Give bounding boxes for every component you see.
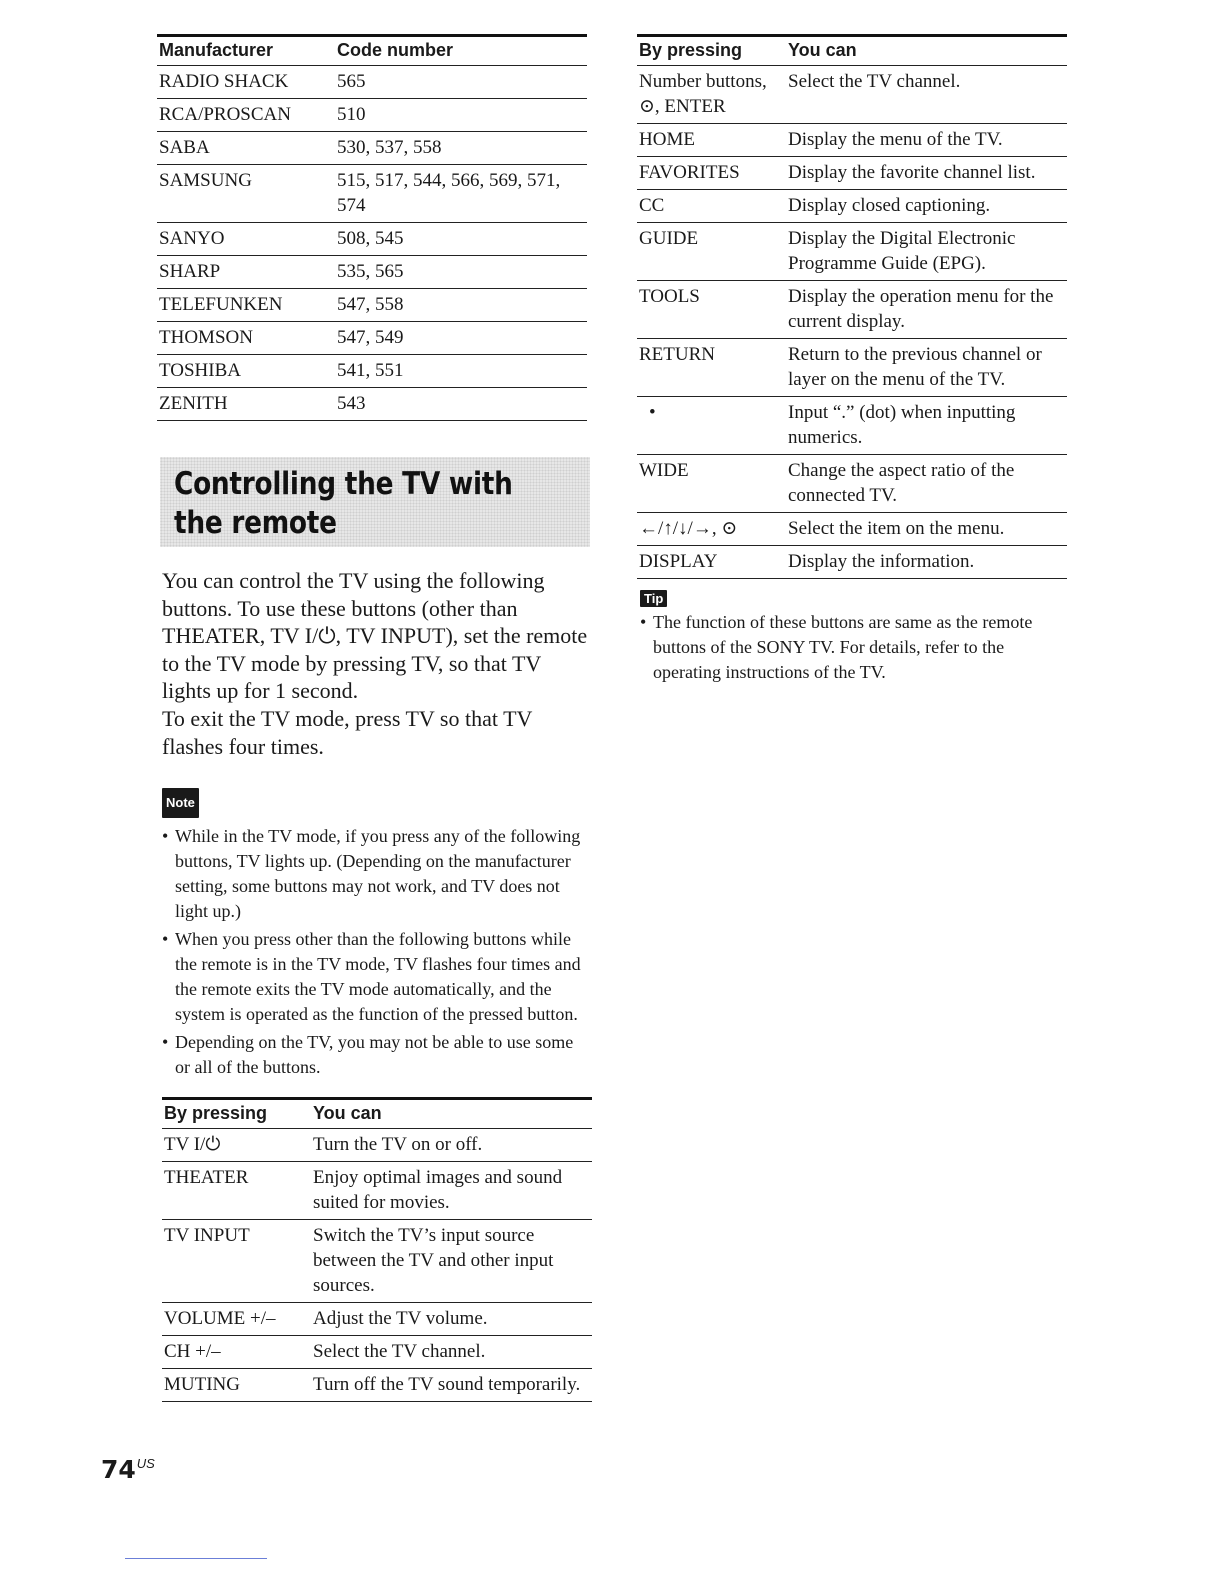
button-function: Select the item on the menu. xyxy=(786,513,1067,546)
table-row xyxy=(637,223,1067,281)
manufacturer-name: RADIO SHACK xyxy=(157,66,335,99)
button-function: Display the operation menu for the current display. xyxy=(786,281,1067,339)
button-function: Display the Digital Electronic Programme Guide (EPG). xyxy=(786,223,1067,281)
column-header-manufacturer: Manufacturer xyxy=(157,36,335,66)
manufacturer-name: TOSHIBA xyxy=(157,355,335,388)
table-row xyxy=(637,397,1067,455)
manufacturer-name: SAMSUNG xyxy=(157,165,335,223)
intro-block xyxy=(162,567,592,1083)
column-header-you-can: You can xyxy=(311,1099,592,1129)
note-item: • When you press other than the following buttons while the remote is in the TV mode, TV flashes four times and the remote exits the TV mode automatically, and the system is operated as the function of the pressed button. xyxy=(162,927,592,1027)
button-name: TV I/⏻ xyxy=(162,1129,311,1162)
button-name: • xyxy=(637,397,786,455)
code-number: 547, 558 xyxy=(335,289,587,322)
code-number: 565 xyxy=(335,66,587,99)
intro-paragraph: You can control the TV using the following buttons. To use these buttons (other than THEATER, TV I/⏻, TV INPUT), set the remote to the TV mode by pressing TV, so that TV lights up for 1 second. xyxy=(162,568,588,704)
button-function: Adjust the TV volume. xyxy=(311,1303,592,1336)
code-number: 543 xyxy=(335,388,587,421)
table-row xyxy=(637,124,1067,157)
section-banner xyxy=(160,457,590,547)
column-header-you-can: You can xyxy=(786,36,1067,66)
intro-paragraph: To exit the TV mode, press TV so that TV flashes four times. xyxy=(162,705,533,759)
manufacturer-name: TELEFUNKEN xyxy=(157,289,335,322)
column-header-code-number: Code number xyxy=(335,36,587,66)
table-row xyxy=(157,256,587,289)
manufacturer-name: ZENITH xyxy=(157,388,335,421)
button-name: THEATER xyxy=(162,1162,311,1220)
code-number: 508, 545 xyxy=(335,223,587,256)
manufacturer-name: THOMSON xyxy=(157,322,335,355)
button-function: Input “.” (dot) when inputting numerics. xyxy=(786,397,1067,455)
table-row xyxy=(157,322,587,355)
button-name: TOOLS xyxy=(637,281,786,339)
button-function: Turn off the TV sound temporarily. xyxy=(311,1369,592,1402)
note-item: • While in the TV mode, if you press any of the following buttons, TV lights up. (Depending on the manufacturer setting, some buttons may not work, and TV does not light up.) xyxy=(162,824,592,924)
button-function: Display the information. xyxy=(786,546,1067,579)
button-name: ←/↑/↓/→, ⊙ xyxy=(637,513,786,546)
column-header-by-pressing: By pressing xyxy=(637,36,786,66)
column-header-by-pressing: By pressing xyxy=(162,1099,311,1129)
code-number: 535, 565 xyxy=(335,256,587,289)
code-number: 541, 551 xyxy=(335,355,587,388)
table-row xyxy=(157,355,587,388)
tip-item: • The function of these buttons are same as the remote buttons of the SONY TV. For details, refer to the operating instructions of the TV. xyxy=(640,610,1070,685)
page-number-value: 74 xyxy=(101,1455,136,1484)
table-row xyxy=(162,1336,592,1369)
table-row xyxy=(637,546,1067,579)
code-number: 547, 549 xyxy=(335,322,587,355)
button-function: Display the favorite channel list. xyxy=(786,157,1067,190)
button-function: Select the TV channel. xyxy=(311,1336,592,1369)
button-function: Display the menu of the TV. xyxy=(786,124,1067,157)
table-row xyxy=(157,165,587,223)
table-row xyxy=(162,1220,592,1303)
manufacturer-name: RCA/PROSCAN xyxy=(157,99,335,132)
button-function: Change the aspect ratio of the connected TV. xyxy=(786,455,1067,513)
table-row xyxy=(162,1369,592,1402)
button-name: DISPLAY xyxy=(637,546,786,579)
button-function: Enjoy optimal images and sound suited for movies. xyxy=(311,1162,592,1220)
page-number-suffix: US xyxy=(136,1456,155,1471)
table-row xyxy=(637,190,1067,223)
tip-list xyxy=(640,610,1070,685)
tv-buttons-table-right-wrap xyxy=(637,34,1067,579)
manufacturer-name: SANYO xyxy=(157,223,335,256)
tip-block xyxy=(640,590,1070,688)
tv-buttons-table-right xyxy=(637,34,1067,579)
manufacturer-name: SABA xyxy=(157,132,335,165)
table-row xyxy=(157,289,587,322)
table-row xyxy=(637,66,1067,124)
table-row xyxy=(162,1129,592,1162)
table-row xyxy=(162,1303,592,1336)
table-row xyxy=(162,1162,592,1220)
code-number: 510 xyxy=(335,99,587,132)
table-header-row xyxy=(637,36,1067,66)
note-block xyxy=(162,786,592,1080)
button-name: GUIDE xyxy=(637,223,786,281)
table-header-row xyxy=(157,36,587,66)
table-row xyxy=(157,223,587,256)
button-function: Turn the TV on or off. xyxy=(311,1129,592,1162)
page-number xyxy=(101,1455,155,1484)
button-function: Return to the previous channel or layer on the menu of the TV. xyxy=(786,339,1067,397)
table-row xyxy=(637,339,1067,397)
button-name: MUTING xyxy=(162,1369,311,1402)
code-number: 515, 517, 544, 566, 569, 571, 574 xyxy=(335,165,587,223)
note-list xyxy=(162,824,592,1080)
section-title: Controlling the TV with the remote xyxy=(174,466,513,541)
table-row xyxy=(157,99,587,132)
button-name: HOME xyxy=(637,124,786,157)
tip-label: Tip xyxy=(640,590,667,607)
code-number: 530, 537, 558 xyxy=(335,132,587,165)
button-name: CH +/– xyxy=(162,1336,311,1369)
tv-buttons-table-left-wrap xyxy=(162,1097,592,1402)
manufacturer-code-table-wrap xyxy=(157,34,587,421)
button-name: TV INPUT xyxy=(162,1220,311,1303)
table-row xyxy=(637,455,1067,513)
table-row xyxy=(157,132,587,165)
table-row xyxy=(157,66,587,99)
table-row xyxy=(637,281,1067,339)
button-function: Display closed captioning. xyxy=(786,190,1067,223)
note-item: • Depending on the TV, you may not be able to use some or all of the buttons. xyxy=(162,1030,592,1080)
manufacturer-code-table xyxy=(157,34,587,421)
footer-divider xyxy=(125,1558,267,1559)
table-row xyxy=(157,388,587,421)
button-name: WIDE xyxy=(637,455,786,513)
table-header-row xyxy=(162,1099,592,1129)
button-function: Select the TV channel. xyxy=(786,66,1067,124)
button-name: RETURN xyxy=(637,339,786,397)
button-name: CC xyxy=(637,190,786,223)
manufacturer-name: SHARP xyxy=(157,256,335,289)
button-name: VOLUME +/– xyxy=(162,1303,311,1336)
table-row xyxy=(637,513,1067,546)
button-name: Number buttons, ⊙, ENTER xyxy=(637,66,786,124)
note-label: Note xyxy=(162,788,199,818)
tv-buttons-table-left xyxy=(162,1097,592,1402)
button-function: Switch the TV’s input source between the TV and other input sources. xyxy=(311,1220,592,1303)
table-row xyxy=(637,157,1067,190)
button-name: FAVORITES xyxy=(637,157,786,190)
